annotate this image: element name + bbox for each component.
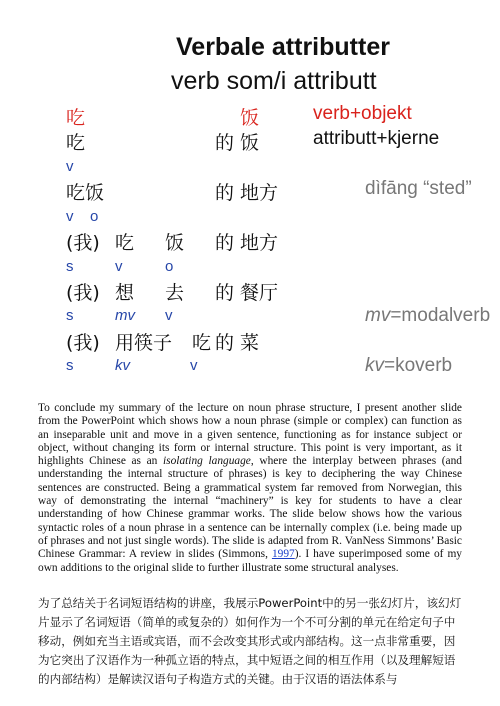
hanzi-de: 的 (215, 182, 235, 204)
gloss-difang: dìfāng “sted” (365, 178, 472, 199)
label-v: v (165, 307, 173, 324)
slide-row-labels (0, 357, 500, 387)
hanzi-wo: (我) (66, 332, 100, 354)
hanzi-de: 的 (215, 332, 235, 354)
hanzi-chi: 吃 (115, 232, 135, 254)
english-text: To conclude my summary of the lecture on noun phrase structure, I present another slide from the PowerPoint which shows how a noun phrase (simple or complex) can function as an inseparable unit and move in a given sentence, functioning as for instance subject or object, without changing its form or internal structure. This point is very important, as it highlights Chinese as an (38, 402, 462, 468)
label-v: v (190, 357, 198, 374)
label-verb-objekt: verb+objekt (313, 103, 412, 124)
label-v: v (66, 158, 74, 175)
hanzi-fan: 饭 (240, 132, 260, 154)
label-attributt-kjerne: attributt+kjerne (313, 128, 440, 149)
hanzi-difang: 地方 (240, 182, 279, 204)
hanzi-de: 的 (215, 232, 235, 254)
hanzi-chi: 吃 (66, 107, 86, 129)
label-s: s (66, 258, 74, 275)
hanzi-canting: 餐厅 (240, 282, 279, 304)
gloss-abbr: kv (365, 355, 384, 376)
slide-row-place (0, 178, 500, 208)
label-v: v (66, 208, 74, 225)
label-s: s (66, 357, 74, 374)
english-text: ). I have superimposed some of my own additions to the original slide to further illustrate some structural analyses. (38, 548, 462, 574)
hanzi-wo: (我) (66, 232, 100, 254)
hanzi-chi: 吃 (66, 132, 86, 154)
slide-title: Verbale attributter (176, 33, 390, 61)
english-paragraph (38, 402, 462, 575)
hanzi-chifan: 吃饭 (66, 182, 105, 204)
slide-row-modal (0, 278, 500, 308)
hanzi-cai: 菜 (240, 332, 260, 354)
hanzi-chi: 吃 (192, 332, 212, 354)
label-v: v (115, 258, 123, 275)
label-o: o (165, 258, 174, 275)
hanzi-qu: 去 (165, 282, 185, 304)
gloss-koverb (365, 355, 452, 377)
slide-row-svo (0, 228, 500, 258)
slide-subtitle: verb som/i attributt (171, 67, 377, 95)
hanzi-fan: 饭 (240, 107, 260, 129)
slide-row-attribute-core (0, 128, 500, 158)
slide-row-coverb (0, 328, 500, 358)
english-text: , where the interplay between phrases (and understanding the internal structure of phrases) is key to deciphering the way Chinese sentences are constructed. Being a grammatical system far removed from Norwegian, this way of demonstrating the internal “machinery” is key for students to have a clear understanding of how Chinese grammar works. The slide below shows how the various syntactic roles of a noun phrase in a sentence can be internally complex (i.e. being made up of phrases and not just single words). The slide is adapted from R. VanNess Simmons’ Basic Chinese Grammar: A review in slides (Simmons, (38, 455, 462, 561)
label-s: s (66, 307, 74, 324)
gloss-text: =modalverb (390, 305, 491, 326)
label-mv: mv (115, 307, 135, 324)
hanzi-de: 的 (215, 282, 235, 304)
gloss-text: =koverb (384, 355, 453, 376)
citation-link[interactable]: 1997 (271, 548, 295, 561)
label-kv: kv (115, 357, 130, 374)
gloss-abbr: mv (365, 305, 391, 326)
hanzi-difang: 地方 (240, 232, 279, 254)
english-italic-term: isolating language (162, 455, 251, 468)
chinese-paragraph: 为了总结关于名词短语结构的讲座，我展示PowerPoint中的另一张幻灯片，该幻灯片显示了名词短语（简单的或复杂的）如何作为一个不可分割的单元在给定句子中移动，例如充当主语或宾语，而不会改变其形式或内部结构。这一点非常重要，因为它突出了汉语作为一种孤立语的特点，其中短语之间的相互作用（以及理解短语的内部结构）是解读汉语句子构造方式的关键。由于汉语的语法体系与 (38, 596, 462, 686)
hanzi-xiang: 想 (115, 282, 135, 304)
hanzi-wo: (我) (66, 282, 100, 304)
gloss-modalverb (365, 305, 490, 327)
label-o: o (90, 208, 99, 225)
hanzi-de: 的 (215, 132, 235, 154)
hanzi-yong-kuaizi: 用筷子 (115, 332, 173, 354)
hanzi-fan: 饭 (165, 232, 185, 254)
